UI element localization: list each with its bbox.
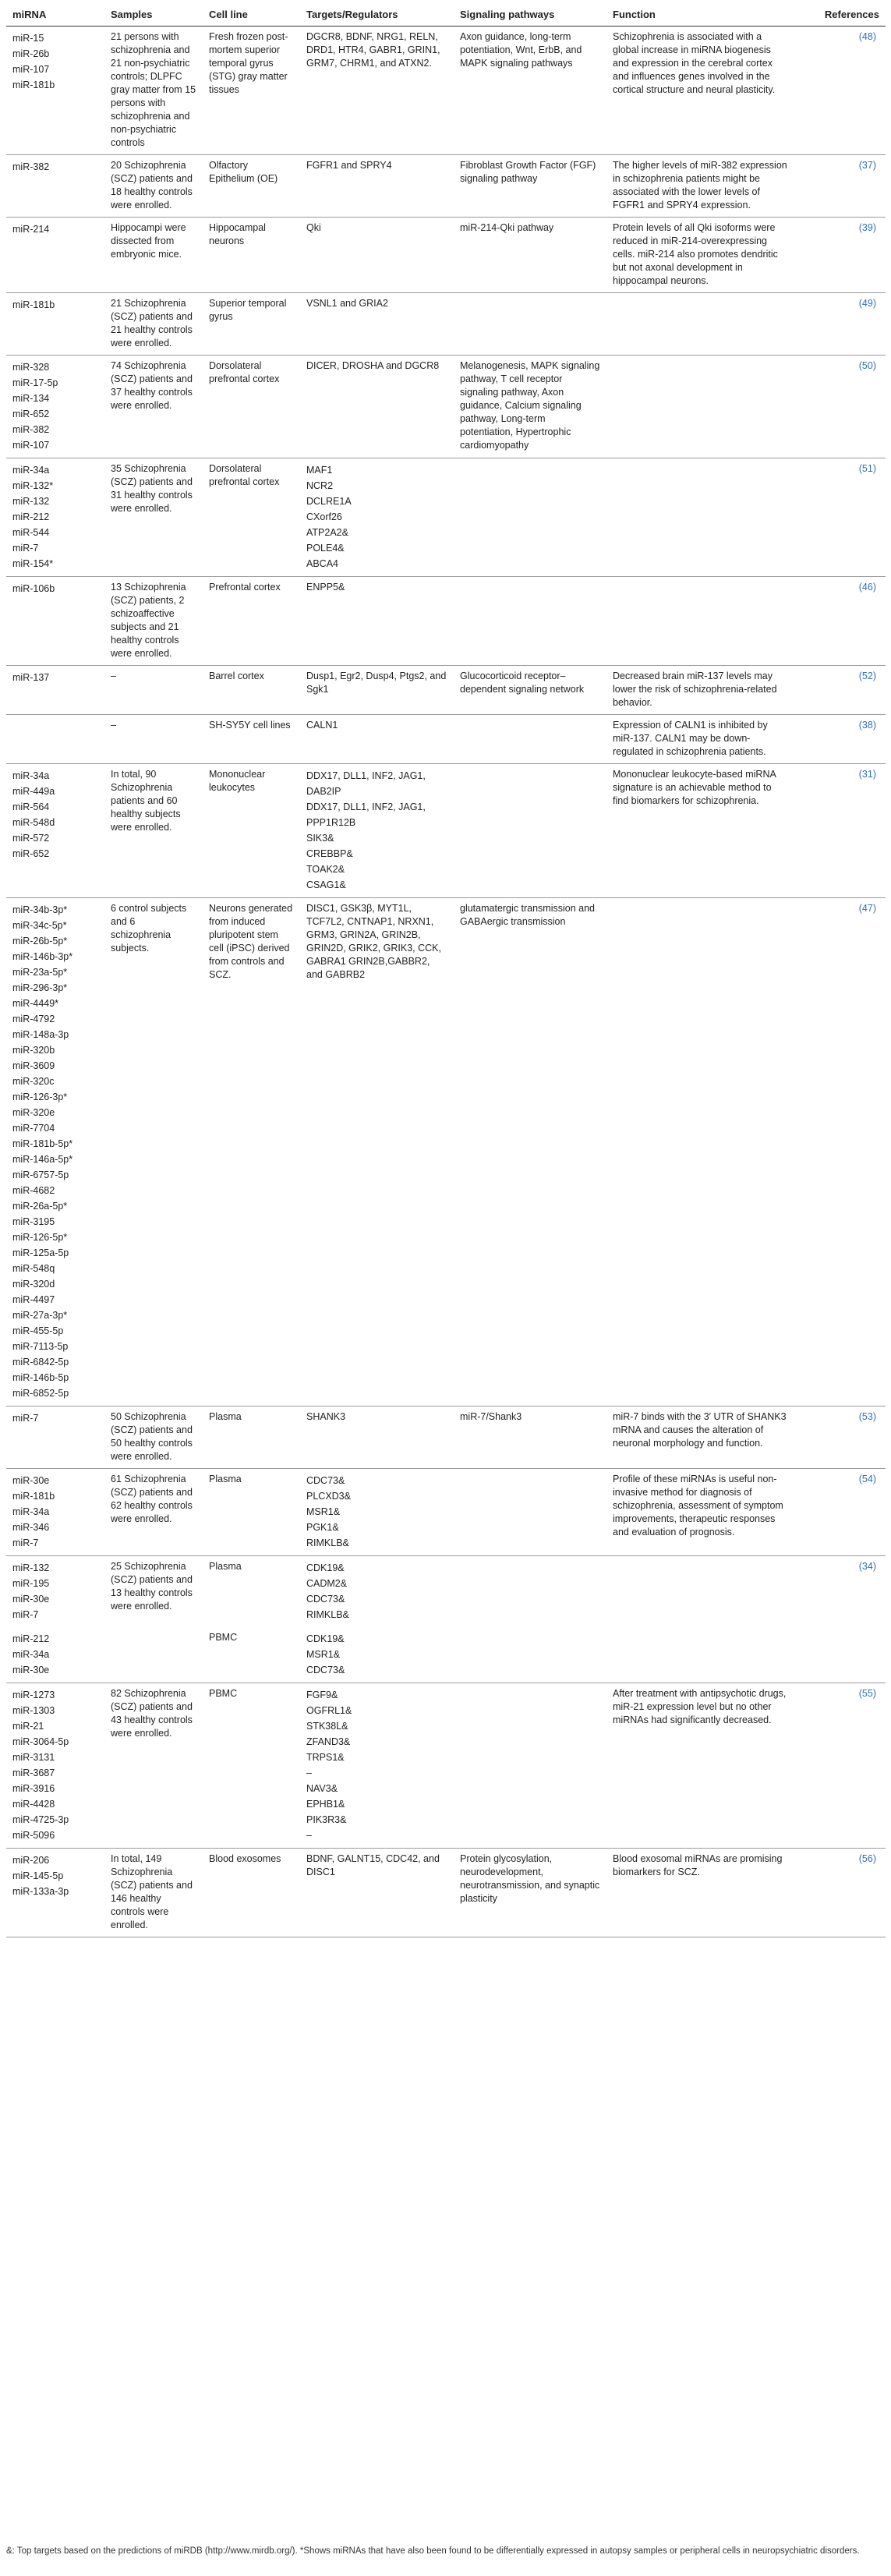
cell-cell-line: Olfactory Epithelium (OE)	[203, 155, 300, 218]
cell-targets: ENPP5&	[300, 577, 454, 666]
cell-pathways	[454, 1556, 606, 1628]
header-references: References	[796, 3, 886, 27]
cell-mirna	[6, 715, 104, 764]
cell-reference[interactable]: (55)	[796, 1683, 886, 1849]
table-body	[6, 27, 886, 1937]
target-item: TOAK2&	[306, 864, 345, 875]
target-item: MSR1&	[306, 1506, 341, 1517]
cell-function	[606, 898, 796, 1407]
cell-cell-line: PBMC	[203, 1683, 300, 1849]
target-item: CDC73&	[306, 1594, 345, 1605]
mirna-item: miR-6757-5p	[12, 1169, 69, 1180]
cell-mirna	[6, 1683, 104, 1849]
cell-pathways: Melanogenesis, MAPK signaling pathway, T cell receptor signaling pathway, Axon guidance, Calcium signaling pathway, Long-term potentiation, Hypertrophic cardiomyopathy	[454, 356, 606, 458]
mirna-item: miR-346	[12, 1522, 50, 1533]
mirna-item: miR-34c-5p*	[12, 920, 67, 931]
mirna-item: miR-30e	[12, 1665, 50, 1675]
cell-samples: 82 Schizophrenia (SCZ) patients and 43 healthy controls were enrolled.	[104, 1683, 203, 1849]
target-item: NCR2	[306, 480, 334, 491]
cell-mirna	[6, 218, 104, 293]
cell-reference[interactable]: (31)	[796, 764, 886, 898]
cell-cell-line: Fresh frozen post-mortem superior temporal gyrus (STG) gray matter tissues	[203, 27, 300, 155]
target-item: RIMKLB&	[306, 1537, 349, 1548]
header-mirna: miRNA	[6, 3, 104, 27]
mirna-item: miR-7	[12, 1609, 39, 1620]
cell-cell-line: Prefrontal cortex	[203, 577, 300, 666]
cell-samples: –	[104, 666, 203, 715]
mirna-item: miR-126-5p*	[12, 1232, 68, 1243]
cell-cell-line: Superior temporal gyrus	[203, 293, 300, 356]
cell-function: Decreased brain miR-137 levels may lower the risk of schizophrenia-related behavior.	[606, 666, 796, 715]
mirna-item: miR-146b-5p	[12, 1372, 69, 1383]
cell-function: Schizophrenia is associated with a global increase in miRNA biogenesis and expression in the cerebral cortex and influences genes involved in the cortical structure and neural plasticity.	[606, 27, 796, 155]
mirna-item: miR-23a-5p*	[12, 967, 68, 978]
cell-function	[606, 577, 796, 666]
cell-targets: CALN1	[300, 715, 454, 764]
cell-mirna	[6, 27, 104, 155]
cell-mirna	[6, 1469, 104, 1556]
mirna-item: miR-548q	[12, 1263, 55, 1274]
target-item: DCLRE1A	[306, 496, 352, 507]
cell-targets: VSNL1 and GRIA2	[300, 293, 454, 356]
mirna-item: miR-195	[12, 1578, 50, 1589]
cell-samples: Hippocampi were dissected from embryonic mice.	[104, 218, 203, 293]
mirna-item: miR-6842-5p	[12, 1357, 69, 1368]
mirna-item: miR-181b-5p*	[12, 1138, 73, 1149]
cell-pathways: Fibroblast Growth Factor (FGF) signaling pathway	[454, 155, 606, 218]
table-row	[6, 666, 886, 715]
mirna-item: miR-4725-3p	[12, 1814, 69, 1825]
mirna-item: miR-181b	[12, 299, 55, 310]
mirna-item: miR-3195	[12, 1216, 55, 1227]
cell-pathways	[454, 1627, 606, 1683]
target-item: NAV3&	[306, 1783, 338, 1794]
cell-samples: 74 Schizophrenia (SCZ) patients and 37 healthy controls were enrolled.	[104, 356, 203, 458]
mirna-item: miR-382	[12, 424, 50, 435]
mirna-item: miR-564	[12, 801, 50, 812]
mirna-item: miR-34a	[12, 1649, 50, 1660]
mirna-item: miR-4682	[12, 1185, 55, 1196]
target-item: PGK1&	[306, 1522, 339, 1533]
table-row	[6, 155, 886, 218]
cell-samples: –	[104, 715, 203, 764]
table-row	[6, 1627, 886, 1683]
table-row	[6, 458, 886, 577]
cell-reference[interactable]: (48)	[796, 27, 886, 155]
cell-mirna	[6, 1627, 104, 1683]
cell-samples: 13 Schizophrenia (SCZ) patients, 2 schizoaffective subjects and 21 healthy controls were enrolled.	[104, 577, 203, 666]
cell-targets	[300, 1469, 454, 1556]
cell-reference[interactable]: (53)	[796, 1407, 886, 1469]
mirna-item: miR-3064-5p	[12, 1736, 69, 1747]
mirna-item: miR-7	[12, 543, 39, 554]
target-item: ZFAND3&	[306, 1736, 351, 1747]
cell-cell-line: PBMC	[203, 1627, 300, 1683]
target-item: CSAG1&	[306, 879, 346, 890]
target-item: –	[306, 1767, 312, 1778]
mirna-item: miR-34a	[12, 770, 50, 781]
cell-function	[606, 1556, 796, 1628]
cell-function	[606, 1627, 796, 1683]
cell-pathways: miR-7/Shank3	[454, 1407, 606, 1469]
target-item: CXorf26	[306, 511, 342, 522]
mirna-item: miR-544	[12, 527, 50, 538]
target-item: PIK3R3&	[306, 1814, 347, 1825]
cell-targets	[300, 458, 454, 577]
cell-reference[interactable]: (56)	[796, 1849, 886, 1937]
mirna-item: miR-320b	[12, 1045, 55, 1056]
cell-mirna	[6, 155, 104, 218]
mirna-item: miR-146a-5p*	[12, 1154, 73, 1165]
cell-cell-line: Barrel cortex	[203, 666, 300, 715]
cell-samples	[104, 1627, 203, 1683]
cell-mirna	[6, 1556, 104, 1628]
table-row	[6, 1683, 886, 1849]
cell-pathways	[454, 764, 606, 898]
mirna-item: miR-5096	[12, 1830, 55, 1841]
cell-reference[interactable]: (38)	[796, 715, 886, 764]
target-item: DDX17, DLL1, INF2, JAG1, DAB2IP	[306, 770, 426, 797]
cell-targets	[300, 1627, 454, 1683]
mirna-item: miR-106b	[12, 583, 55, 594]
mirna-item: miR-4428	[12, 1799, 55, 1810]
target-item: PLCXD3&	[306, 1491, 351, 1502]
cell-mirna	[6, 666, 104, 715]
mirna-item: miR-145-5p	[12, 1870, 64, 1881]
cell-targets: DICER, DROSHA and DGCR8	[300, 356, 454, 458]
target-item: CDK19&	[306, 1562, 345, 1573]
mirna-item: miR-148a-3p	[12, 1029, 69, 1040]
mirna-item: miR-212	[12, 511, 50, 522]
cell-mirna	[6, 458, 104, 577]
mirna-item: miR-132	[12, 1562, 50, 1573]
mirna-item: miR-181b	[12, 80, 55, 90]
mirna-item: miR-3609	[12, 1060, 55, 1071]
cell-samples: 50 Schizophrenia (SCZ) patients and 50 healthy controls were enrolled.	[104, 1407, 203, 1469]
cell-cell-line: Plasma	[203, 1407, 300, 1469]
mirna-item: miR-7	[12, 1413, 39, 1424]
mirna-item: miR-137	[12, 672, 50, 683]
mirna-item: miR-15	[12, 33, 44, 44]
cell-reference[interactable]: (34)	[858, 1561, 876, 1572]
cell-reference[interactable]: (49)	[796, 293, 886, 356]
table-row	[6, 1849, 886, 1937]
mirna-item: miR-572	[12, 833, 50, 844]
footnote: &: Top targets based on the predictions of miRDB (http://www.mirdb.org/). *Shows miRNAs that have also been found to be differentially expressed in autopsy samples or peripheral cells in neuropsychiatric disorders.	[6, 2546, 860, 2556]
target-item: CDK19&	[306, 1633, 345, 1644]
table-row	[6, 356, 886, 458]
cell-function	[606, 458, 796, 577]
cell-cell-line: Mononuclear leukocytes	[203, 764, 300, 898]
cell-cell-line: Dorsolateral prefrontal cortex	[203, 458, 300, 577]
target-item: MSR1&	[306, 1649, 341, 1660]
target-item: MAF1	[306, 465, 333, 476]
mirna-item: miR-320e	[12, 1107, 55, 1118]
mirna-item: miR-455-5p	[12, 1325, 64, 1336]
mirna-item: miR-132	[12, 496, 50, 507]
cell-mirna	[6, 1849, 104, 1937]
cell-pathways	[454, 715, 606, 764]
cell-targets: SHANK3	[300, 1407, 454, 1469]
cell-function: The higher levels of miR-382 expression in schizophrenia patients might be associated with the lower levels of FGFR1 and SPRY4 expression.	[606, 155, 796, 218]
cell-pathways: Protein glycosylation, neurodevelopment, neurotransmission, and synaptic plasticity	[454, 1849, 606, 1937]
mirna-item: miR-4449*	[12, 998, 59, 1009]
mirna-item: miR-328	[12, 362, 50, 373]
cell-targets	[300, 1556, 454, 1628]
cell-reference[interactable]: (47)	[796, 898, 886, 1407]
table-row	[6, 1556, 886, 1628]
mirna-item: miR-296-3p*	[12, 982, 68, 993]
cell-function: Blood exosomal miRNAs are promising biomarkers for SCZ.	[606, 1849, 796, 1937]
cell-reference[interactable]: (54)	[796, 1469, 886, 1556]
mirna-item: miR-4497	[12, 1294, 55, 1305]
cell-pathways: Glucocorticoid receptor–dependent signaling network	[454, 666, 606, 715]
cell-reference[interactable]	[796, 1627, 886, 1683]
cell-function: Expression of CALN1 is inhibited by miR-137. CALN1 may be down-regulated in schizophrenia patients.	[606, 715, 796, 764]
mirna-table	[6, 3, 886, 1937]
mirna-item: miR-7	[12, 1537, 39, 1548]
target-item: CDC73&	[306, 1475, 345, 1486]
mirna-item: miR-548d	[12, 817, 55, 828]
cell-mirna	[6, 1407, 104, 1469]
target-item: OGFRL1&	[306, 1705, 352, 1716]
cell-mirna	[6, 293, 104, 356]
mirna-item: miR-4792	[12, 1014, 55, 1024]
cell-reference[interactable]: (50)	[796, 356, 886, 458]
mirna-item: miR-6852-5p	[12, 1388, 69, 1399]
cell-targets: FGFR1 and SPRY4	[300, 155, 454, 218]
cell-pathways	[454, 577, 606, 666]
cell-mirna	[6, 764, 104, 898]
cell-targets	[300, 1683, 454, 1849]
mirna-item: miR-382	[12, 161, 50, 172]
target-item: FGF9&	[306, 1690, 338, 1700]
table-row	[6, 715, 886, 764]
mirna-item: miR-3131	[12, 1752, 55, 1763]
cell-function: miR-7 binds with the 3′ UTR of SHANK3 mRNA and causes the alteration of neuronal morphology and function.	[606, 1407, 796, 1469]
target-item: EPHB1&	[306, 1799, 345, 1810]
header-samples: Samples	[104, 3, 203, 27]
mirna-item: miR-7704	[12, 1123, 55, 1134]
mirna-item: miR-206	[12, 1855, 50, 1866]
cell-cell-line: Neurons generated from induced pluripotent stem cell (iPSC) derived from controls and SCZ.	[203, 898, 300, 1407]
target-item: STK38L&	[306, 1721, 348, 1732]
table-row	[6, 218, 886, 293]
cell-function: Profile of these miRNAs is useful non-invasive method for diagnosis of schizophrenia, assessment of symptom improvements, therapeutic responses and evaluation of prognosis.	[606, 1469, 796, 1556]
cell-function: After treatment with antipsychotic drugs, miR-21 expression level but no other miRNAs had significantly decreased.	[606, 1683, 796, 1849]
mirna-item: miR-1303	[12, 1705, 55, 1716]
cell-reference[interactable]: (51)	[796, 458, 886, 577]
header-cell-line: Cell line	[203, 3, 300, 27]
cell-cell-line: Hippocampal neurons	[203, 218, 300, 293]
table-row	[6, 1469, 886, 1556]
mirna-item: miR-126-3p*	[12, 1092, 68, 1102]
cell-pathways	[454, 458, 606, 577]
mirna-item: miR-133a-3p	[12, 1886, 69, 1897]
cell-reference[interactable]: (52)	[796, 666, 886, 715]
cell-mirna	[6, 356, 104, 458]
cell-samples: In total, 90 Schizophrenia patients and 60 healthy subjects were enrolled.	[104, 764, 203, 898]
cell-samples: 6 control subjects and 6 schizophrenia subjects.	[104, 898, 203, 1407]
mirna-item: miR-181b	[12, 1491, 55, 1502]
table-row	[6, 27, 886, 155]
cell-reference[interactable]: (46)	[796, 577, 886, 666]
mirna-item: miR-26a-5p*	[12, 1201, 68, 1212]
header-targets: Targets/Regulators	[300, 3, 454, 27]
cell-function	[606, 356, 796, 458]
cell-samples: In total, 149 Schizophrenia (SCZ) patients and 146 healthy controls were enrolled.	[104, 1849, 203, 1937]
mirna-item: miR-17-5p	[12, 377, 58, 388]
target-item: –	[306, 1830, 312, 1841]
mirna-item: miR-34a	[12, 1506, 50, 1517]
target-item: ATP2A2&	[306, 527, 348, 538]
cell-targets: BDNF, GALNT15, CDC42, and DISC1	[300, 1849, 454, 1937]
cell-reference[interactable]: (37)	[796, 155, 886, 218]
cell-samples: 61 Schizophrenia (SCZ) patients and 62 healthy controls were enrolled.	[104, 1469, 203, 1556]
mirna-item: miR-320d	[12, 1279, 55, 1290]
mirna-item: miR-125a-5p	[12, 1247, 69, 1258]
cell-pathways	[454, 293, 606, 356]
cell-samples: 35 Schizophrenia (SCZ) patients and 31 healthy controls were enrolled.	[104, 458, 203, 577]
cell-samples: 25 Schizophrenia (SCZ) patients and 13 healthy controls were enrolled.	[111, 1561, 193, 1612]
header-row	[6, 3, 886, 27]
table-row	[6, 577, 886, 666]
mirna-item: miR-26b-5p*	[12, 936, 68, 947]
mirna-item: miR-27a-3p*	[12, 1310, 68, 1321]
mirna-item: miR-212	[12, 1633, 50, 1644]
header-pathways: Signaling pathways	[454, 3, 606, 27]
target-item: CDC73&	[306, 1665, 345, 1675]
mirna-item: miR-132*	[12, 480, 54, 491]
cell-pathways	[454, 1469, 606, 1556]
mirna-item: miR-3916	[12, 1783, 55, 1794]
cell-mirna	[6, 577, 104, 666]
cell-function	[606, 293, 796, 356]
mirna-item: miR-652	[12, 409, 50, 419]
cell-pathways: glutamatergic transmission and GABAergic transmission	[454, 898, 606, 1407]
target-item: CREBBP&	[306, 848, 353, 859]
mirna-item: miR-449a	[12, 786, 55, 797]
cell-targets	[300, 764, 454, 898]
cell-targets: Qki	[300, 218, 454, 293]
mirna-item: miR-34a	[12, 465, 50, 476]
mirna-item: miR-1273	[12, 1690, 55, 1700]
cell-pathways: Axon guidance, long-term potentiation, Wnt, ErbB, and MAPK signaling pathways	[454, 27, 606, 155]
cell-cell-line: SH-SY5Y cell lines	[203, 715, 300, 764]
table-row	[6, 764, 886, 898]
cell-cell-line: Blood exosomes	[203, 1849, 300, 1937]
target-item: ABCA4	[306, 558, 338, 569]
target-item: CADM2&	[306, 1578, 348, 1589]
cell-pathways: miR-214-Qki pathway	[454, 218, 606, 293]
mirna-item: miR-26b	[12, 48, 50, 59]
cell-function: Protein levels of all Qki isoforms were reduced in miR-214-overexpressing cells. miR-214 also promotes dendritic but not axonal development in hippocampal neurons.	[606, 218, 796, 293]
mirna-item: miR-3687	[12, 1767, 55, 1778]
target-item: DDX17, DLL1, INF2, JAG1, PPP1R12B	[306, 801, 426, 828]
mirna-item: miR-320c	[12, 1076, 55, 1087]
target-item: RIMKLB&	[306, 1609, 349, 1620]
table-row	[6, 293, 886, 356]
mirna-item: miR-134	[12, 393, 50, 404]
mirna-item: miR-154*	[12, 558, 54, 569]
mirna-item: miR-30e	[12, 1475, 50, 1486]
mirna-item: miR-7113-5p	[12, 1341, 69, 1352]
mirna-item: miR-34b-3p*	[12, 904, 68, 915]
cell-cell-line: Plasma	[203, 1469, 300, 1556]
cell-cell-line: Dorsolateral prefrontal cortex	[203, 356, 300, 458]
header-function: Function	[606, 3, 796, 27]
cell-samples: 21 Schizophrenia (SCZ) patients and 21 healthy controls were enrolled.	[104, 293, 203, 356]
target-item: POLE4&	[306, 543, 345, 554]
mirna-item: miR-30e	[12, 1594, 50, 1605]
target-item: TRPS1&	[306, 1752, 345, 1763]
target-item: SIK3&	[306, 833, 334, 844]
cell-reference[interactable]: (39)	[796, 218, 886, 293]
cell-samples: 20 Schizophrenia (SCZ) patients and 18 healthy controls were enrolled.	[104, 155, 203, 218]
table-row	[6, 898, 886, 1407]
table-row	[6, 1407, 886, 1469]
cell-function: Mononuclear leukocyte-based miRNA signature is an achievable method to find biomarkers for schizophrenia.	[606, 764, 796, 898]
cell-targets: DISC1, GSK3β, MYT1L, TCF7L2, CNTNAP1, NRXN1, GRM3, GRIN2A, GRIN2B, GRIN2D, GRIK2, GRIK3, CCK, GABRA1 GRIN2B,GABBR2, and GABRB2	[300, 898, 454, 1407]
cell-mirna	[6, 898, 104, 1407]
mirna-item: miR-107	[12, 64, 50, 75]
cell-cell-line: Plasma	[209, 1561, 242, 1572]
mirna-item: miR-652	[12, 848, 50, 859]
cell-pathways	[454, 1683, 606, 1849]
mirna-item: miR-107	[12, 440, 50, 451]
mirna-item: miR-146b-3p*	[12, 951, 73, 962]
cell-samples: 21 persons with schizophrenia and 21 non-psychiatric controls; DLPFC gray matter from 15 persons with schizophrenia and non-psychiatric controls	[104, 27, 203, 155]
cell-targets: Dusp1, Egr2, Dusp4, Ptgs2, and Sgk1	[300, 666, 454, 715]
cell-targets: DGCR8, BDNF, NRG1, RELN, DRD1, HTR4, GABR1, GRIN1, GRM7, CHRM1, and ATXN2.	[300, 27, 454, 155]
mirna-item: miR-214	[12, 224, 50, 235]
mirna-item: miR-21	[12, 1721, 44, 1732]
